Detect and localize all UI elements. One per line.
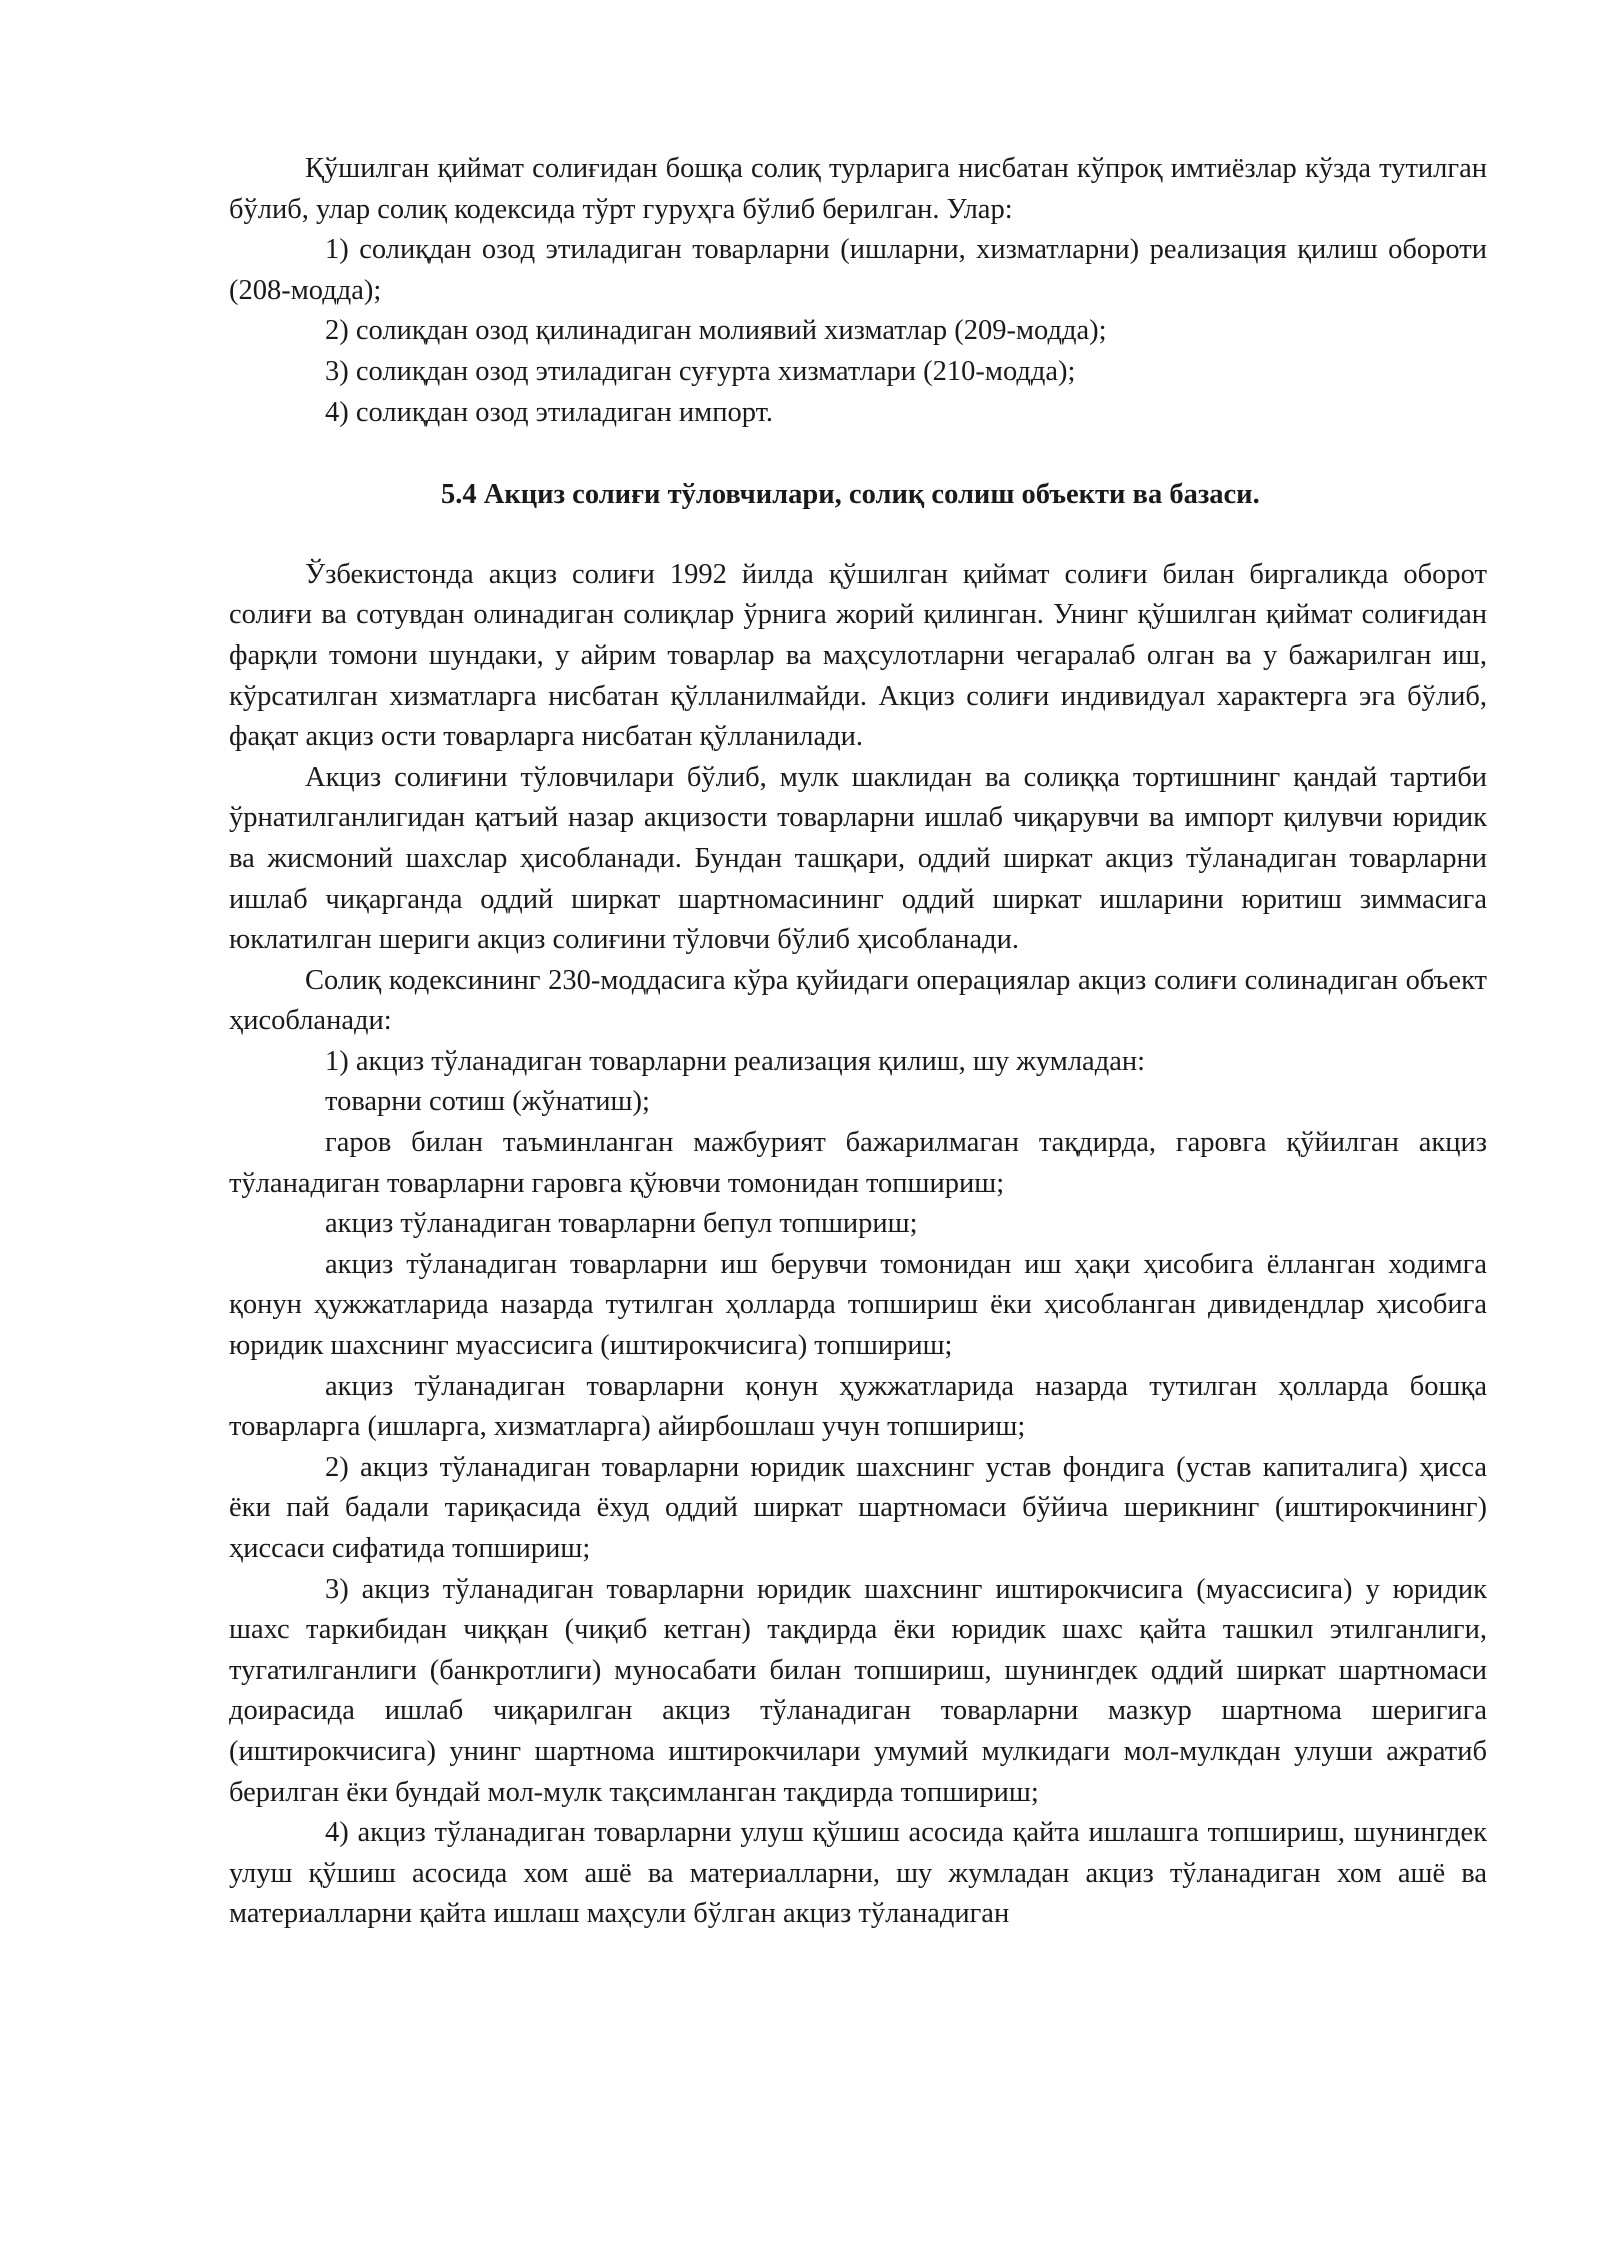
- list-item-free-transfer: акциз тўланадиган товарларни бепул топшириш;: [325, 1208, 918, 1240]
- list-item-operation-2: 2) акциз тўланадиган товарларни юридик шахснинг устав фондига (устав капиталига) ҳисса ёки пай бадали тариқасида ёхуд оддий ширкат шартномаси бўйича шерикнинг (иштирокчининг) ҳиссаси сифатида топшириш;: [229, 1451, 1487, 1564]
- list-item-sale: товарни сотиш (жўнатиш);: [325, 1086, 650, 1118]
- list-item-exemption-2: 2) солиқдан озод қилинадиган молиявий хизматлар (209-модда);: [325, 315, 1107, 347]
- paragraph-excise-history: Ўзбекистонда акциз солиғи 1992 йилда қўшилган қиймат солиғи билан биргаликда оборот солиғи ва сотувдан олинадиган солиқлар ўрнига жорий қилинган. Унинг қўшилган қиймат солиғидан фарқли томони шундаки, у айрим товарлар ва маҳсулотларни чегаралаб олган ва у бажарилган иш, кўрсатилган хизматларга нисбатан қўлланилмайди. Акциз солиғи индивидуал характерга эга бўлиб, фақат акциз ости товарларга нисбатан қўлланилади.: [229, 558, 1487, 753]
- document-page: [229, 149, 1487, 1935]
- list-item-exemption-3: 3) солиқдан озод этиладиган суғурта хизматлари (210-модда);: [325, 355, 1076, 387]
- list-item-barter: акциз тўланадиган товарларни қонун ҳужжатларида назарда тутилган ҳолларда бошқа товарларга (ишларга, хизматларга) айирбошлаш учун топшириш;: [229, 1370, 1487, 1443]
- paragraph-excise-payers: Акциз солиғини тўловчилари бўлиб, мулк шаклидан ва солиққа тортишнинг қандай тартиби ўрнатилганлигидан қатъий назар акцизости товарларни ишлаб чиқарувчи ва импорт қилувчи юридик ва жисмоний шахслар ҳисобланади. Бундан ташқари, оддий ширкат акциз тўланадиган товарларни ишлаб чиқарганда оддий ширкат шартномасининг оддий ширкат ишларини юритиш зиммасига юклатилган шериги акциз солиғини тўловчи бўлиб ҳисобланади.: [229, 761, 1487, 956]
- list-item-exemption-4: 4) солиқдан озод этиладиган импорт.: [325, 396, 774, 428]
- list-item-operation-1: 1) акциз тўланадиган товарларни реализация қилиш, шу жумладан:: [325, 1045, 1146, 1077]
- list-item-pledge: гаров билан таъминланган мажбурият бажарилмаган тақдирда, гаровга қўйилган акциз тўланадиган товарларни гаровга қўювчи томонидан топшириш;: [229, 1127, 1487, 1199]
- list-item-wage-transfer: акциз тўланадиган товарларни иш берувчи томонидан иш ҳақи ҳисобига ёлланган ходимга қонун ҳужжатларида назарда тутилган ҳолларда топшириш ёки ҳисобланган дивидендлар ҳисобига юридик шахснинг муассисига (иштирокчисига) топшириш;: [229, 1248, 1487, 1362]
- list-item-operation-3: 3) акциз тўланадиган товарларни юридик шахснинг иштирокчисига (муассисига) у юридик шахс таркибидан чиққан (чиқиб кетган) тақдирда ёки юридик шахс қайта ташкил этилганлиги, тугатилганлиги (банкротлиги) муносабати билан топшириш, шунингдек оддий ширкат шартномаси доирасида ишлаб чиқарилган акциз тўланадиган товарларни мазкур шартнома шеригига (иштирокчисига) унинг шартнома иштирокчилари умумий мулкидаги мол-мулкдан улуши ажратиб берилган ёки бундай мол-мулк тақсимланган тақдирда топшириш;: [229, 1573, 1487, 1808]
- section-heading: 5.4 Акциз солиғи тўловчилари, солиқ солиш объекти ва базаси.: [441, 479, 1260, 511]
- paragraph-excise-object: Солиқ кодексининг 230-моддасига кўра қуйидаги операциялар акциз солиғи солинадиган объект ҳисобланади:: [229, 964, 1487, 1037]
- paragraph-vat-exemptions-intro: Қўшилган қиймат солиғидан бошқа солиқ турларига нисбатан кўпроқ имтиёзлар кўзда тутилган бўлиб, улар солиқ кодексида тўрт гуруҳга бўлиб берилган. Улар:: [229, 153, 1487, 225]
- list-item-operation-4: 4) акциз тўланадиган товарларни улуш қўшиш асосида қайта ишлашга топшириш, шунингдек улуш қўшиш асосида хом ашё ва материалларни, шу жумладан акциз тўланадиган хом ашё ва материалларни қайта ишлаш маҳсули бўлган акциз тўланадиган: [229, 1817, 1487, 1930]
- list-item-exemption-1: 1) солиқдан озод этиладиган товарларни (ишларни, хизматларни) реализация қилиш обороти (208-модда);: [229, 234, 1487, 306]
